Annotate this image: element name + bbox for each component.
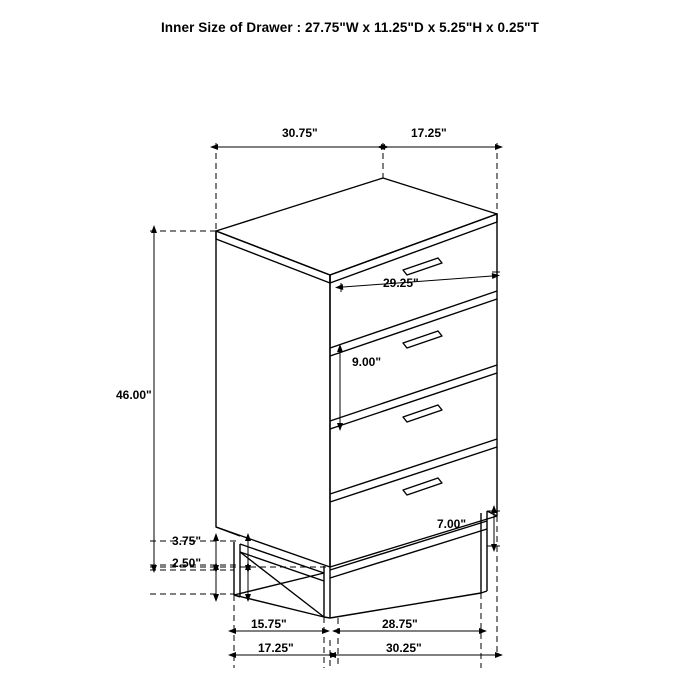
dim-base-front-right: 28.75" [382, 617, 418, 631]
dim-base-side-depth: 7.00" [437, 517, 467, 531]
dim-overall-height: 46.00" [116, 388, 152, 402]
dim-bottom-right-width: 30.25" [386, 641, 422, 655]
dim-bottom-left-width: 17.25" [258, 641, 294, 655]
cabinet-body [216, 178, 497, 567]
dimension-lines [150, 143, 500, 668]
dim-leg-lower-height: 2.50" [172, 556, 202, 570]
dim-base-front-left: 15.75" [251, 617, 287, 631]
dim-leg-upper-height: 3.75" [172, 534, 202, 548]
dim-top-width-front: 30.75" [282, 126, 318, 140]
dim-drawer-inner-width: 29.25" [383, 276, 419, 290]
dim-drawer-stack-height: 9.00" [352, 355, 382, 369]
page-title: Inner Size of Drawer : 27.75"W x 11.25"D x 5.25"H x 0.25"T [160, 20, 540, 35]
dim-top-width-side: 17.25" [411, 126, 447, 140]
